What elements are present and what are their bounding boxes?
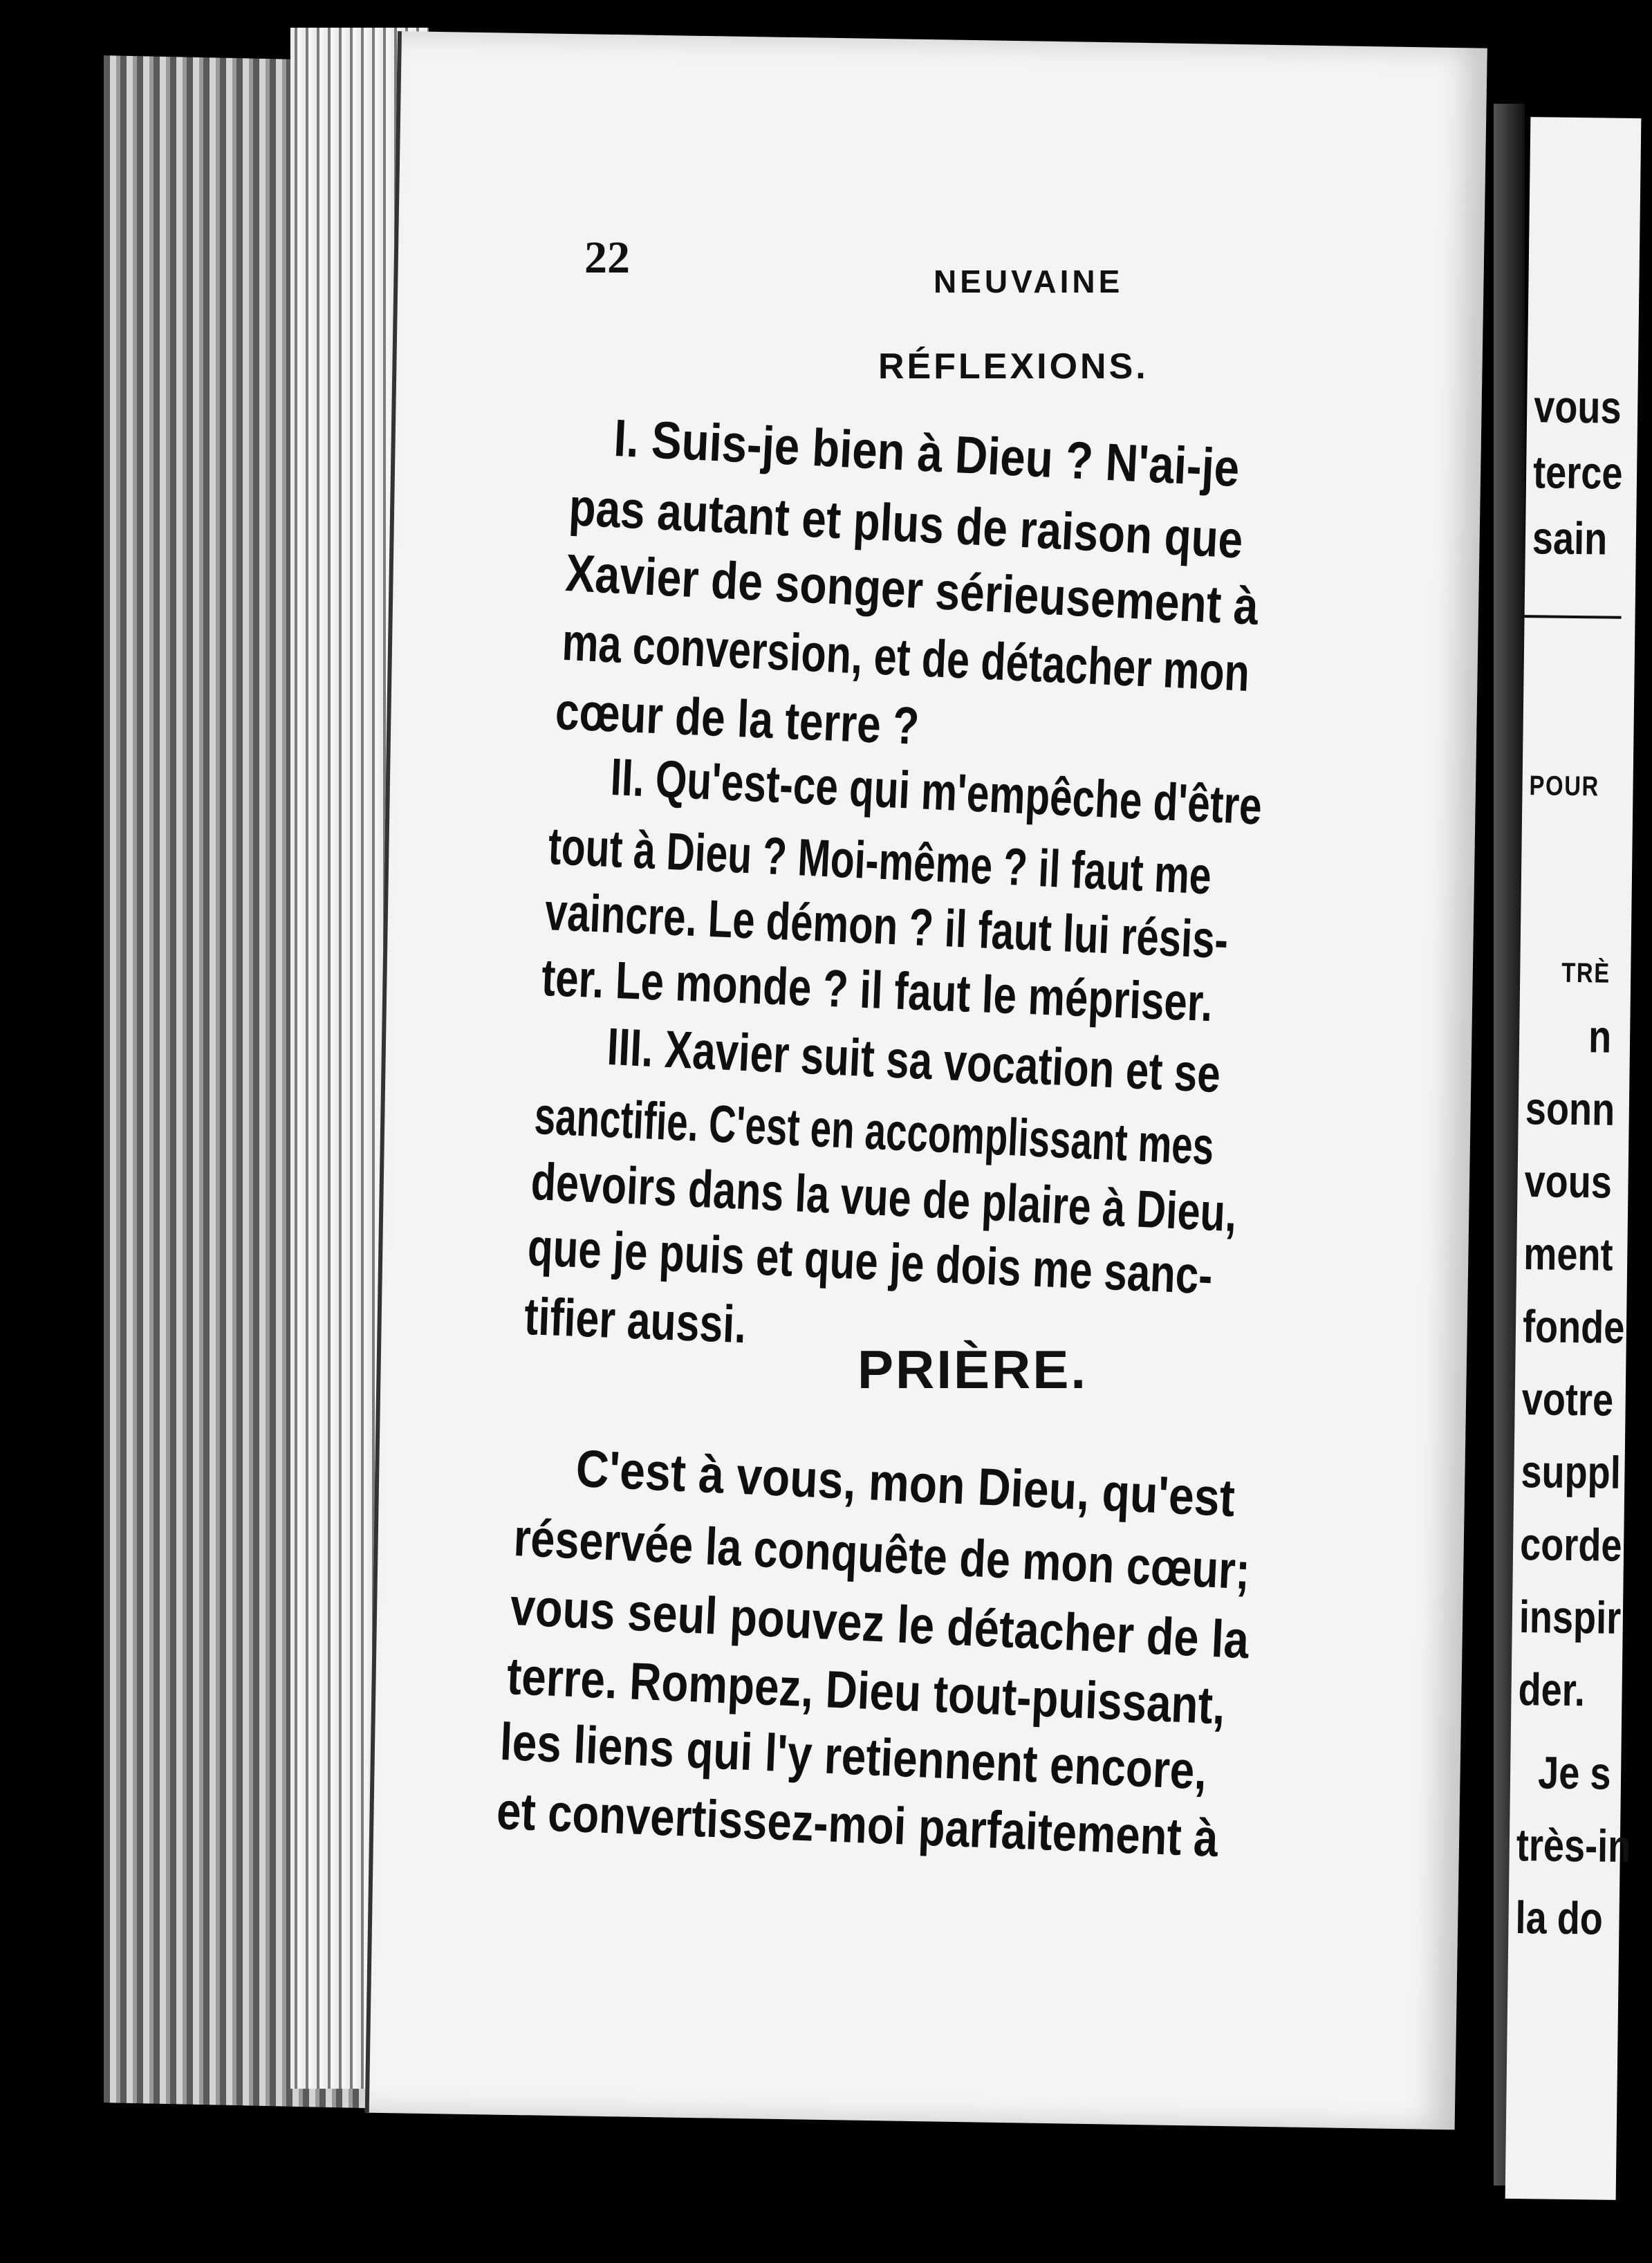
right-page-line: POUR bbox=[1529, 770, 1600, 802]
text-line: I. Suis-je bien à Dieu ? N'ai-je bbox=[612, 408, 1241, 499]
text-line: terre. Rompez, Dieu tout-puissant, bbox=[505, 1646, 1227, 1736]
right-page bbox=[1505, 117, 1642, 2200]
right-page-line: corde bbox=[1519, 1518, 1623, 1571]
right-page-line: TRÈ bbox=[1561, 957, 1611, 989]
right-page-line: ment bbox=[1523, 1228, 1614, 1280]
text-line: devoirs dans la vue de plaire à Dieu, bbox=[530, 1152, 1238, 1244]
right-page-line: vous bbox=[1533, 380, 1622, 433]
right-page-line: der. bbox=[1518, 1663, 1586, 1716]
text-line: les liens qui l'y retiennent encore, bbox=[499, 1712, 1208, 1801]
text-line: et convertissez-moi parfaitement à bbox=[495, 1781, 1220, 1869]
right-page-line: votre bbox=[1521, 1373, 1614, 1425]
text-line: II. Qu'est-ce qui m'empêche d'être bbox=[609, 747, 1263, 836]
right-page-line: la do bbox=[1515, 1892, 1604, 1944]
right-page-line: suppl bbox=[1521, 1445, 1622, 1498]
text-line: cœur de la terre ? bbox=[554, 681, 920, 756]
text-line: tout à Dieu ? Moi-même ? il faut me bbox=[547, 816, 1213, 906]
right-page-line: Je s bbox=[1537, 1746, 1611, 1799]
running-head: NEUVAINE bbox=[934, 264, 1124, 299]
text-line: Xavier de songer sérieusement à bbox=[564, 543, 1260, 636]
text-line: pas autant et plus de raison que bbox=[567, 477, 1245, 570]
right-page-line: fonde bbox=[1522, 1300, 1625, 1353]
reflexions-heading: RÉFLEXIONS. bbox=[878, 347, 1149, 387]
right-page-line: vous bbox=[1524, 1155, 1613, 1208]
right-page-line: sain bbox=[1532, 512, 1608, 564]
text-line: vaincre. Le démon ? il faut lui résis- bbox=[544, 882, 1229, 970]
right-page-line: sonn bbox=[1525, 1082, 1615, 1135]
text-line: III. Xavier suit sa vocation et se bbox=[606, 1017, 1222, 1105]
right-page-line: très-in bbox=[1516, 1819, 1631, 1872]
text-line: C'est à vous, mon Dieu, qu'est bbox=[575, 1439, 1236, 1528]
right-page-line: inspir bbox=[1519, 1591, 1622, 1643]
text-line: ma conversion, et de détacher mon bbox=[561, 612, 1251, 703]
text-line: sanctifie. C'est en accomplissant mes bbox=[533, 1086, 1216, 1176]
text-line: réservée la conquête de mon cœur; bbox=[512, 1508, 1252, 1601]
page-number: 22 bbox=[584, 232, 630, 283]
text-line: que je puis et que je dois me sanc- bbox=[526, 1217, 1214, 1306]
text-line: tifier aussi. bbox=[523, 1286, 748, 1355]
priere-heading: PRIÈRE. bbox=[857, 1339, 1088, 1400]
text-line: ter. Le monde ? il faut le mépriser. bbox=[540, 948, 1214, 1033]
right-page-line: terce bbox=[1532, 446, 1623, 499]
right-page-rule bbox=[1525, 615, 1622, 619]
right-page-line: n bbox=[1588, 1010, 1612, 1062]
text-line: vous seul pouvez le détacher de la bbox=[509, 1577, 1250, 1670]
